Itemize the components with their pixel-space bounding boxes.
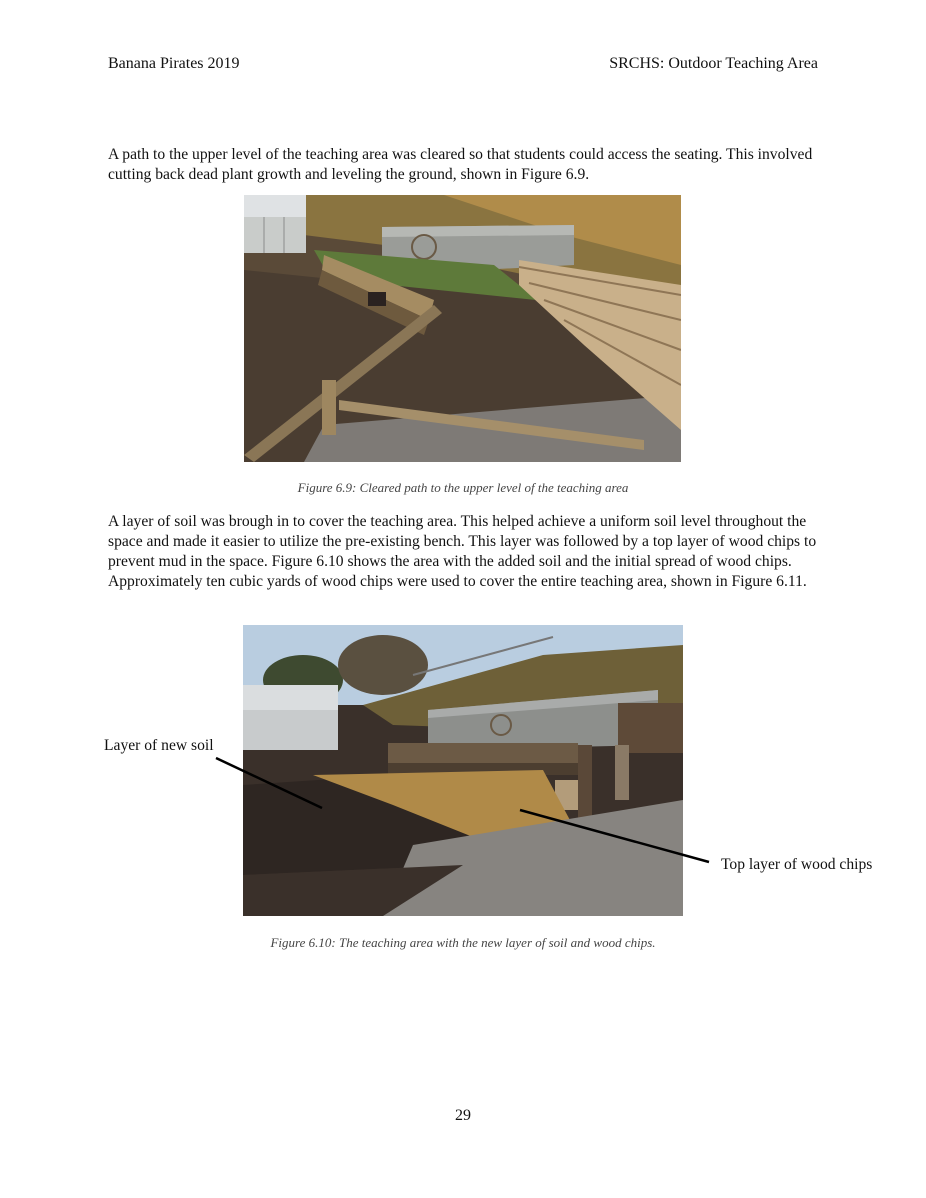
header-right: SRCHS: Outdoor Teaching Area [609,55,818,72]
paragraph-2: A layer of soil was brough in to cover the teaching area. This helped achieve a uniform soil level throughout the space and made it easier to utilize the pre-existing bench. This layer was followed by a top layer of wood chips to prevent mud in the space. Figure 6.10 shows the area with the added soil and the initial spread of wood chips. Approximately ten cubic yards of wood chips were used to cover the entire teaching area, shown in Figure 6.11. [108,513,817,590]
page-number: 29 [455,1107,471,1124]
figure-6-9-photo [244,195,681,462]
header-left: Banana Pirates 2019 [108,55,240,72]
figure-6-10-caption: Figure 6.10: The teaching area with the new layer of soil and wood chips. [270,935,656,950]
callout-new-soil-label: Layer of new soil [104,737,214,754]
figure-6-10-photo [243,625,683,916]
paragraph-1: A path to the upper level of the teaching area was cleared so that students could access the seating. This involved cutting back dead plant growth and leveling the ground, shown in Figure 6.9. [108,146,813,183]
figure-6-9-caption: Figure 6.9: Cleared path to the upper level of the teaching area [297,480,629,495]
callout-wood-chips-label: Top layer of wood chips [721,856,873,873]
